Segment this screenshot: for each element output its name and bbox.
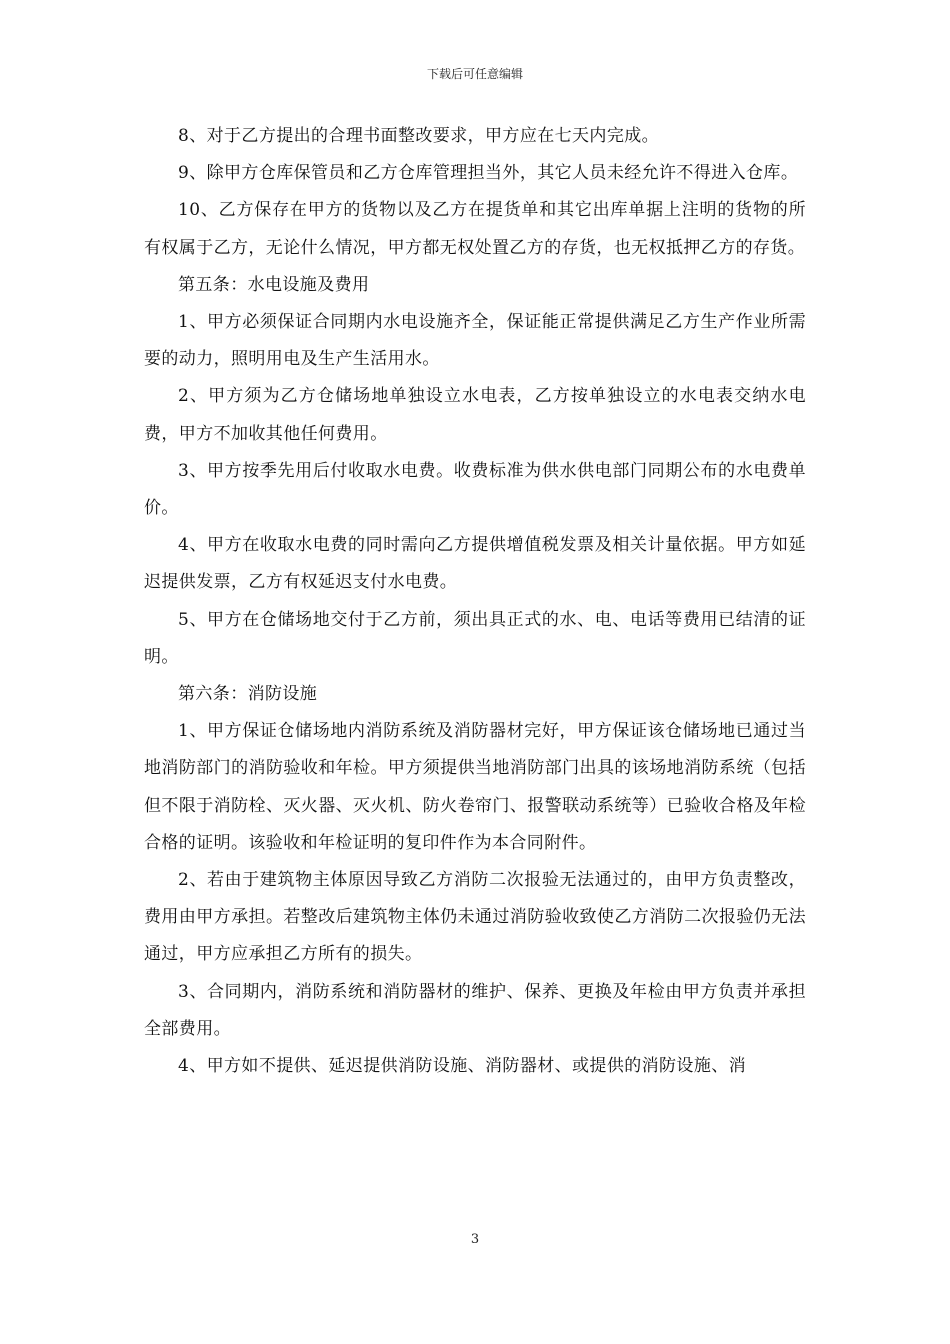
paragraph: 10、乙方保存在甲方的货物以及乙方在提货单和其它出库单据上注明的货物的所有权属于乙方，无论什么情况，甲方都无权处置乙方的存货，也无权抵押乙方的存货。: [144, 200, 806, 258]
paragraph: 5、甲方在仓储场地交付于乙方前，须出具正式的水、电、电话等费用已结清的证明。: [144, 609, 806, 667]
paragraph: 8、对于乙方提出的合理书面整改要求，甲方应在七天内完成。: [178, 126, 660, 146]
document-body: [144, 118, 806, 1085]
page-header: 下载后可任意编辑: [426, 67, 523, 81]
paragraph: 2、甲方须为乙方仓储场地单独设立水电表，乙方按单独设立的水电表交纳水电费，甲方不加收其他任何费用。: [144, 386, 806, 444]
paragraph: 2、若由于建筑物主体原因导致乙方消防二次报验无法通过的，由甲方负责整改，费用由甲方承担。若整改后建筑物主体仍未通过消防验收致使乙方消防二次报验仍无法通过，甲方应承担乙方所有的损失。: [144, 870, 806, 965]
paragraph: 3、合同期内，消防系统和消防器材的维护、保养、更换及年检由甲方负责并承担全部费用。: [144, 981, 806, 1039]
paragraph: 1、甲方必须保证合同期内水电设施齐全，保证能正常提供满足乙方生产作业所需要的动力，照明用电及生产生活用水。: [144, 312, 806, 370]
page-number: 3: [470, 1232, 480, 1247]
paragraph: 9、除甲方仓库保管员和乙方仓库管理担当外，其它人员未经允许不得进入仓库。: [178, 163, 799, 184]
paragraph: 4、甲方如不提供、延迟提供消防设施、消防器材、或提供的消防设施、消: [178, 1056, 747, 1077]
paragraph: 4、甲方在收取水电费的同时需向乙方提供增值税发票及相关计量依据。甲方如延迟提供发票，乙方有权延迟支付水电费。: [144, 535, 806, 593]
paragraph: 1、甲方保证仓储场地内消防系统及消防器材完好，甲方保证该仓储场地已通过当地消防部门的消防验收和年检。甲方须提供当地消防部门出具的该场地消防系统（包括但不限于消防栓、灭火器、灭火机、防火卷帘门、报警联动系统等）已验收合格及年检合格的证明。该验收和年检证明的复印件作为本合同附件。: [144, 721, 806, 853]
section-heading: 第五条：水电设施及费用: [178, 274, 370, 295]
paragraph: 3、甲方按季先用后付收取水电费。收费标准为供水供电部门同期公布的水电费单价。: [144, 460, 806, 519]
section-heading: 第六条：消防设施: [178, 684, 318, 705]
